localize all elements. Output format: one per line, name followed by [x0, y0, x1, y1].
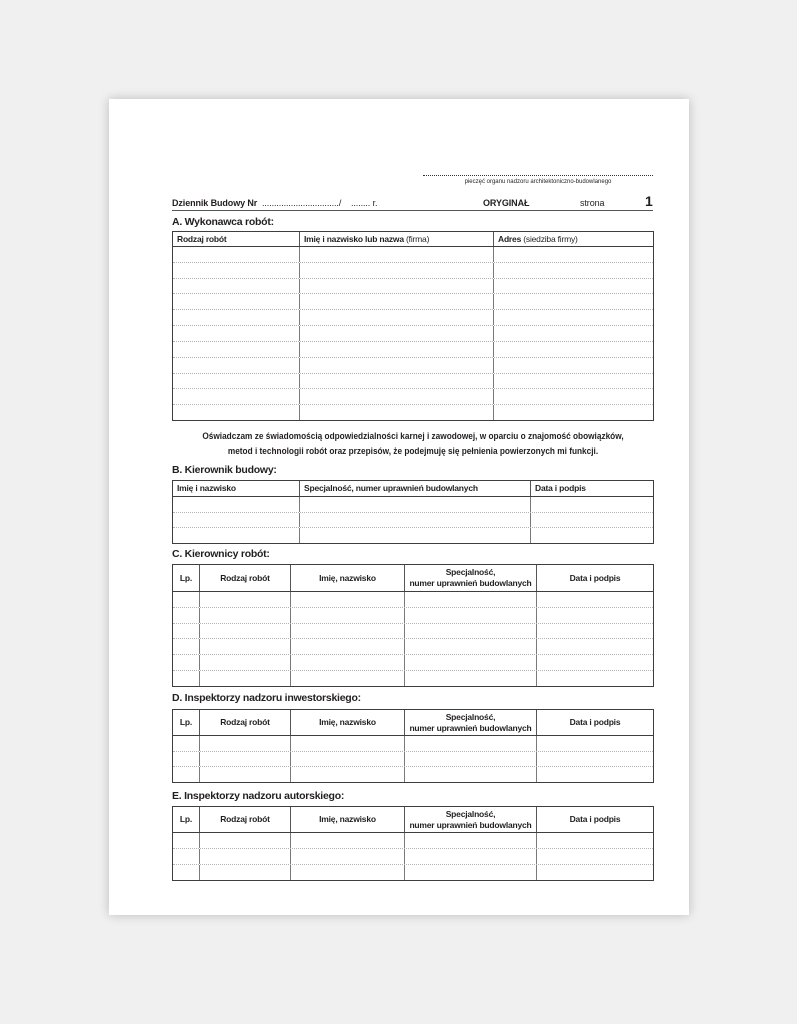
column-header-label: Specjalność, numer uprawnień budowlanych [304, 483, 478, 493]
page-number: 1 [645, 193, 653, 209]
table-row [173, 767, 653, 782]
table-cell [200, 639, 291, 654]
table-cell [173, 294, 300, 309]
table-cell [405, 833, 537, 848]
table-row [173, 655, 653, 671]
table-cell [173, 279, 300, 294]
table-cell [300, 513, 531, 528]
table-cell [200, 833, 291, 848]
table-cell [300, 342, 494, 357]
table-cell [200, 849, 291, 864]
table-row [173, 849, 653, 865]
table-cell [291, 608, 405, 623]
table-cell [200, 624, 291, 639]
table-header [173, 807, 653, 833]
table-cell [494, 342, 653, 357]
table-cell [291, 639, 405, 654]
table-row [173, 624, 653, 640]
table-cell [494, 374, 653, 389]
table-cell [494, 247, 653, 262]
column-header-work-type [200, 807, 291, 832]
table-cell [173, 310, 300, 325]
column-header-label: Data i podpis [569, 717, 621, 727]
column-header-date-signature [537, 710, 653, 735]
stamp-caption: pieczęć organu nadzoru architektoniczno-budowlanego [464, 179, 612, 185]
table-cell [291, 849, 405, 864]
table-cell [537, 639, 653, 654]
column-header-name [300, 232, 494, 246]
table-cell [300, 279, 494, 294]
table-cell [300, 358, 494, 373]
table-cell [531, 528, 653, 543]
table-cell [405, 767, 537, 782]
table-row [173, 592, 653, 608]
site-manager-table [172, 480, 654, 544]
table-cell [405, 671, 537, 686]
table-cell [494, 263, 653, 278]
section-title: E. Inspektorzy nadzoru autorskiego: [172, 790, 345, 802]
column-header-label: Imię i nazwisko lub nazwa [304, 233, 404, 244]
column-header-label: Rodzaj robót [177, 233, 227, 244]
table-cell [494, 294, 653, 309]
table-cell [494, 310, 653, 325]
column-header-name [291, 565, 405, 591]
table-cell [291, 671, 405, 686]
table-row [173, 374, 653, 390]
table-cell [405, 624, 537, 639]
table-cell [537, 767, 653, 782]
table-row [173, 639, 653, 655]
table-cell [173, 358, 300, 373]
table-cell [537, 624, 653, 639]
table-cell [173, 326, 300, 341]
column-header-specialty [405, 565, 537, 591]
column-header-label: Imię, nazwisko [319, 572, 376, 583]
table-cell [300, 326, 494, 341]
column-header-name [291, 807, 405, 832]
column-header-date-signature [531, 481, 653, 496]
table-header [173, 710, 653, 736]
column-header-specialty [300, 481, 531, 496]
column-header-work-type [200, 710, 291, 735]
table-cell [173, 528, 300, 543]
table-cell [300, 374, 494, 389]
column-header-number [173, 807, 200, 832]
column-header-label: Imię, nazwisko [319, 717, 376, 727]
table-cell [405, 592, 537, 607]
table-cell [405, 655, 537, 670]
column-header-note: (siedziba firmy) [523, 233, 578, 244]
table-cell [537, 608, 653, 623]
table-cell [494, 358, 653, 373]
table-cell [173, 849, 200, 864]
table-header [173, 232, 653, 247]
table-row [173, 752, 653, 768]
table-cell [405, 639, 537, 654]
table-cell [291, 655, 405, 670]
table-cell [405, 736, 537, 751]
table-cell [291, 767, 405, 782]
column-header-name [173, 481, 300, 496]
table-cell [537, 865, 653, 880]
table-cell [300, 389, 494, 404]
table-cell [173, 405, 300, 420]
section-title: C. Kierownicy robót: [172, 548, 270, 560]
column-header-label: Imię, nazwisko [319, 814, 376, 824]
table-row [173, 389, 653, 405]
table-cell [200, 767, 291, 782]
column-header-name [291, 710, 405, 735]
table-cell [300, 247, 494, 262]
table-cell [200, 752, 291, 767]
journal-year: ........ r. [351, 198, 378, 208]
table-row [173, 833, 653, 849]
table-cell [173, 342, 300, 357]
table-cell [537, 736, 653, 751]
journal-number: ................................/ [262, 198, 342, 208]
table-cell [173, 624, 200, 639]
table-row [173, 310, 653, 326]
column-header-label: Data i podpis [535, 483, 586, 493]
table-row [173, 405, 653, 420]
author-inspectors-table [172, 806, 654, 881]
table-body [173, 736, 653, 782]
table-row [173, 326, 653, 342]
column-header-work-type [173, 232, 300, 246]
investor-inspectors-table [172, 709, 654, 783]
table-cell [173, 833, 200, 848]
declaration-line-1: Oświadczam ze świadomością odpowiedzialności karnej i zawodowej, w oparciu o znajomość obowiązków, [202, 431, 624, 442]
column-header-label: Adres [498, 233, 522, 244]
table-cell [494, 326, 653, 341]
declaration-line-2: metod i technologii robót oraz przepisów, że podejmuję się pełnienia powierzonych mi funkcji. [227, 446, 599, 457]
table-cell [291, 865, 405, 880]
table-row [173, 608, 653, 624]
table-cell [173, 374, 300, 389]
column-header-specialty [405, 807, 537, 832]
column-header-note: (firma) [406, 233, 430, 244]
table-cell [173, 263, 300, 278]
header-underline [172, 210, 653, 211]
table-row [173, 736, 653, 752]
table-cell [300, 310, 494, 325]
table-row [173, 865, 653, 880]
table-cell [200, 592, 291, 607]
table-cell [405, 752, 537, 767]
table-cell [300, 405, 494, 420]
section-title: A. Wykonawca robót: [172, 216, 274, 228]
table-cell [537, 849, 653, 864]
table-body [173, 833, 653, 880]
table-row [173, 342, 653, 358]
table-cell [291, 752, 405, 767]
table-header [173, 481, 653, 497]
table-cell [300, 294, 494, 309]
table-cell [291, 736, 405, 751]
column-header-label-line2: numer uprawnień budowlanych [409, 819, 532, 830]
table-row [173, 294, 653, 310]
table-cell [291, 624, 405, 639]
table-cell [537, 671, 653, 686]
table-cell [200, 655, 291, 670]
stamp-dotted-line [423, 175, 653, 176]
table-cell [300, 263, 494, 278]
table-row [173, 247, 653, 263]
section-title: B. Kierownik budowy: [172, 464, 277, 476]
table-cell [173, 767, 200, 782]
table-cell [494, 405, 653, 420]
table-cell [405, 849, 537, 864]
table-row [173, 671, 653, 686]
table-cell [173, 655, 200, 670]
table-cell [537, 752, 653, 767]
column-header-date-signature [537, 807, 653, 832]
table-row [173, 279, 653, 295]
column-header-label: Lp. [179, 814, 193, 824]
column-header-specialty [405, 710, 537, 735]
table-cell [531, 513, 653, 528]
table-header [173, 565, 653, 592]
table-cell [200, 671, 291, 686]
table-row [173, 497, 653, 513]
column-header-label: Rodzaj robót [220, 572, 270, 583]
table-cell [200, 865, 291, 880]
table-cell [173, 865, 200, 880]
journal-label: Dziennik Budowy Nr [172, 198, 258, 208]
table-cell [173, 592, 200, 607]
table-cell [291, 592, 405, 607]
column-header-number [173, 710, 200, 735]
table-cell [494, 389, 653, 404]
column-header-text [304, 234, 429, 245]
column-header-label: Specjalność, [445, 711, 496, 722]
table-cell [173, 736, 200, 751]
table-cell [531, 497, 653, 512]
table-cell [291, 833, 405, 848]
table-cell [405, 865, 537, 880]
table-cell [300, 528, 531, 543]
contractor-table [172, 231, 654, 421]
table-row [173, 528, 653, 543]
table-cell [200, 736, 291, 751]
table-cell [173, 671, 200, 686]
column-header-date-signature [537, 565, 653, 591]
table-row [173, 263, 653, 279]
column-header-text [498, 234, 578, 245]
table-cell [537, 833, 653, 848]
column-header-label: Rodzaj robót [220, 814, 270, 824]
column-header-label: Imię i nazwisko [177, 483, 236, 493]
table-cell [200, 608, 291, 623]
table-cell [173, 247, 300, 262]
section-title: D. Inspektorzy nadzoru inwestorskiego: [172, 692, 361, 704]
table-cell [173, 639, 200, 654]
column-header-number [173, 565, 200, 591]
table-body [173, 592, 653, 686]
form-page [109, 99, 689, 915]
table-row [173, 513, 653, 529]
column-header-label-line2: numer uprawnień budowlanych [409, 722, 532, 733]
copy-label: ORYGINAŁ [483, 198, 530, 208]
table-cell [173, 497, 300, 512]
page-label: strona [580, 198, 605, 208]
column-header-label: Specjalność, [445, 567, 496, 577]
table-cell [173, 389, 300, 404]
column-header-label: Lp. [179, 717, 193, 727]
table-cell [173, 608, 200, 623]
table-cell [300, 497, 531, 512]
table-cell [173, 513, 300, 528]
table-cell [537, 592, 653, 607]
column-header-label: Specjalność, [445, 808, 496, 819]
column-header-label-line2: numer uprawnień budowlanych [409, 578, 532, 588]
column-header-label: Data i podpis [569, 572, 621, 583]
column-header-label: Lp. [179, 572, 193, 583]
works-managers-table [172, 564, 654, 687]
table-row [173, 358, 653, 374]
column-header-work-type [200, 565, 291, 591]
table-body [173, 247, 653, 420]
table-cell [173, 752, 200, 767]
column-header-address [494, 232, 653, 246]
column-header-label: Rodzaj robót [220, 717, 270, 727]
table-cell [405, 608, 537, 623]
table-body [173, 497, 653, 543]
table-cell [537, 655, 653, 670]
column-header-label: Data i podpis [569, 814, 621, 824]
table-cell [494, 279, 653, 294]
